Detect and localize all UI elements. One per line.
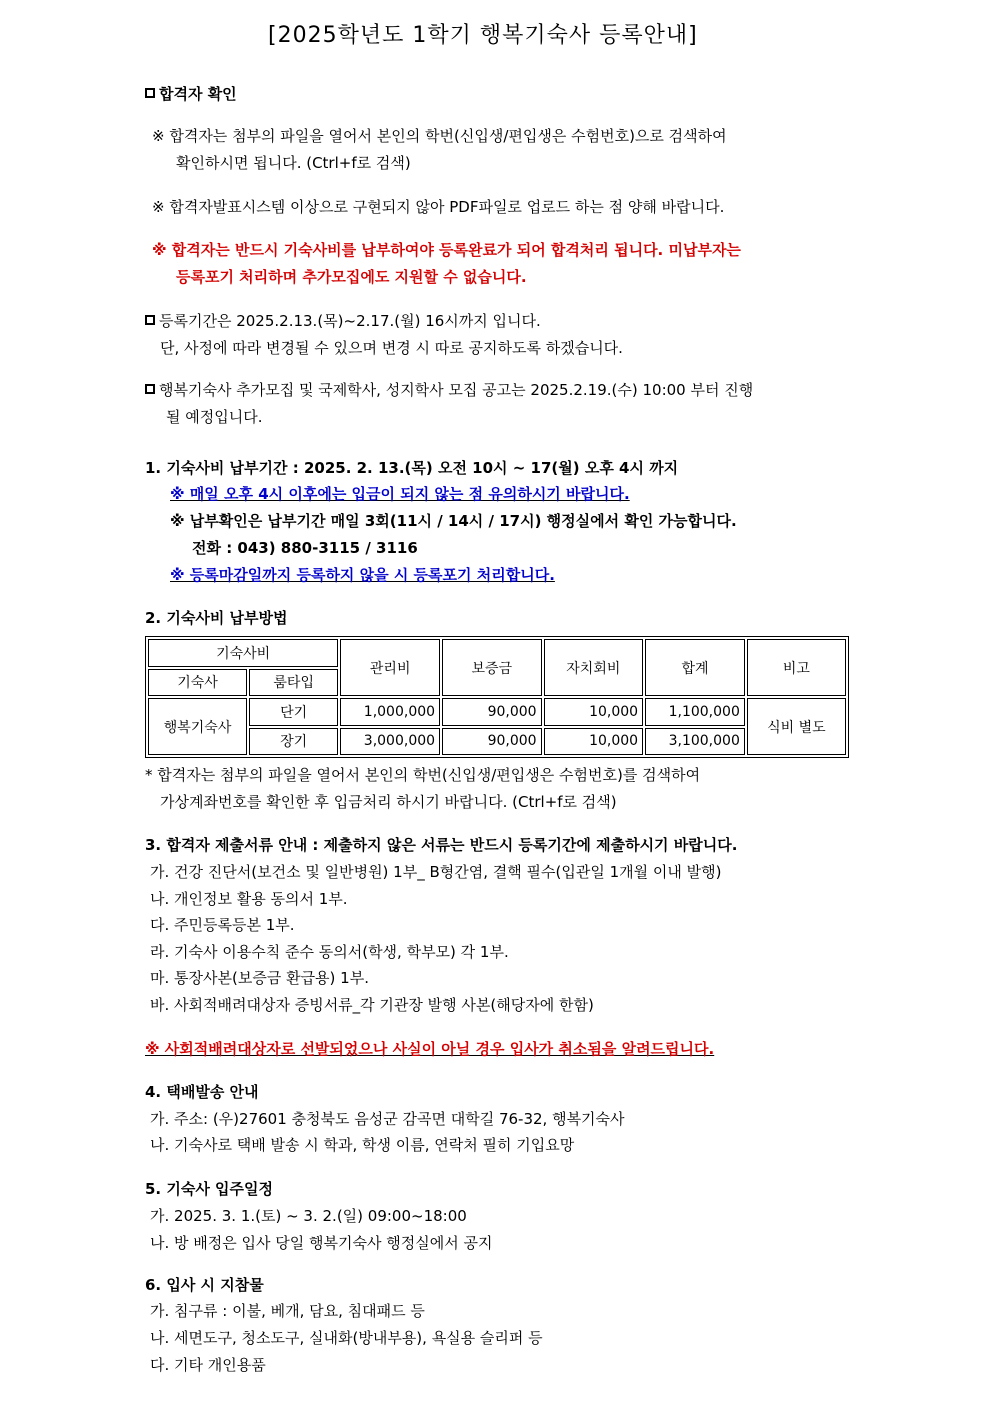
list-item: 다. 기타 개인용품 xyxy=(150,1356,266,1374)
table-header-deposit: 보증금 xyxy=(442,639,542,696)
extra-recruit-line-1: 행복기숙사 추가모집 및 국제학사, 성지학사 모집 공고는 2025.2.19.(수) 10:00 부터 진행 xyxy=(145,380,753,400)
list-item: 라. 기숙사 이용수칙 준수 동의서(학생, 학부모) 각 1부. xyxy=(150,943,509,961)
table-header-mgmt: 관리비 xyxy=(340,639,440,696)
table-cell-total: 1,100,000 xyxy=(645,698,745,726)
list-item: 가. 건강 진단서(보건소 및 일반병원) 1부_ B형간염, 결핵 필수(입관일 1개월 이내 발행) xyxy=(150,863,722,881)
list-item: 다. 주민등록등본 1부. xyxy=(150,916,295,934)
confirm-note-2: ※ 합격자발표시스템 이상으로 구현되지 않아 PDF파일로 업로드 하는 점 양해 바랍니다. xyxy=(152,198,725,216)
table-header-dorm: 기숙사 xyxy=(148,669,247,697)
table-cell-mgmt: 3,000,000 xyxy=(340,728,440,756)
confirm-warning: ※ 합격자는 반드시 기숙사비를 납부하여야 등록완료가 되어 합격처리 됩니다. 미납부자는 xyxy=(152,241,741,259)
table-header-fee: 기숙사비 xyxy=(148,639,338,667)
list-item: 가. 침구류 : 이불, 베개, 담요, 침대패드 등 xyxy=(150,1302,425,1320)
table-header-council: 자치회비 xyxy=(544,639,644,696)
period-line-1: 등록기간은 2025.2.13.(목)~2.17.(월) 16시까지 입니다. xyxy=(145,311,541,331)
section-1-heading: 1. 기숙사비 납부기간 : 2025. 2. 13.(목) 오전 10시 ~ 17(월) 오후 4시 까지 xyxy=(145,459,679,477)
section-5-heading: 5. 기숙사 입주일정 xyxy=(145,1180,274,1198)
checkbox-square-icon xyxy=(145,384,155,394)
table-cell-total: 3,100,000 xyxy=(645,728,745,756)
list-item: 가. 주소: (우)27601 충청북도 음성군 감곡면 대학길 76-32, 행복기숙사 xyxy=(150,1110,625,1128)
table-cell-note: 식비 별도 xyxy=(747,698,846,755)
section-1-note-1: ※ 매일 오후 4시 이후에는 입금이 되지 않는 점 유의하시기 바랍니다. xyxy=(170,485,630,503)
section-1-phone: 전화 : 043) 880-3115 / 3116 xyxy=(192,539,418,557)
section-6-heading: 6. 입사 시 지참물 xyxy=(145,1276,264,1294)
table-header-room: 룸타입 xyxy=(249,669,338,697)
period-line-2: 단, 사정에 따라 변경될 수 있으며 변경 시 따로 공지하도록 하겠습니다. xyxy=(160,339,623,357)
table-row xyxy=(148,698,846,726)
section-2-footnote-1: * 합격자는 첨부의 파일을 열어서 본인의 학번(신입생/편입생은 수험번호)를 검색하여 xyxy=(145,766,701,784)
list-item: 나. 개인정보 활용 동의서 1부. xyxy=(150,890,348,908)
list-item: 나. 방 배정은 입사 당일 행복기숙사 행정실에서 공지 xyxy=(150,1234,493,1252)
section-1-note-2: ※ 납부확인은 납부기간 매일 3회(11시 / 14시 / 17시) 행정실에서 확인 가능합니다. xyxy=(170,512,737,530)
table-cell-council: 10,000 xyxy=(544,728,644,756)
section-2-heading: 2. 기숙사비 납부방법 xyxy=(145,609,288,627)
list-item: 가. 2025. 3. 1.(토) ~ 3. 2.(일) 09:00~18:00 xyxy=(150,1207,467,1225)
confirm-note-1-cont: 확인하시면 됩니다. (Ctrl+f로 검색) xyxy=(176,154,411,172)
section-3-heading: 3. 합격자 제출서류 안내 : 제출하지 않은 서류는 반드시 등록기간에 제출하시기 바랍니다. xyxy=(145,836,738,854)
list-item: 마. 통장사본(보증금 환급용) 1부. xyxy=(150,969,369,987)
table-cell-council: 10,000 xyxy=(544,698,644,726)
confirm-note-1: ※ 합격자는 첨부의 파일을 열어서 본인의 학번(신입생/편입생은 수험번호)으로 검색하여 xyxy=(152,127,727,145)
list-item: 나. 기숙사로 택배 발송 시 학과, 학생 이름, 연락처 필히 기입요망 xyxy=(150,1136,575,1154)
page-title: [2025학년도 1학기 행복기숙사 등록안내] xyxy=(268,23,698,48)
list-item: 나. 세면도구, 청소도구, 실내화(방내부용), 욕실용 슬리퍼 등 xyxy=(150,1329,543,1347)
table-cell-mgmt: 1,000,000 xyxy=(340,698,440,726)
table-header-total: 합계 xyxy=(645,639,745,696)
section-1-note-3: ※ 등록마감일까지 등록하지 않을 시 등록포기 처리합니다. xyxy=(170,566,555,584)
confirm-warning-cont: 등록포기 처리하며 추가모집에도 지원할 수 없습니다. xyxy=(176,268,527,286)
list-item: 바. 사회적배려대상자 증빙서류_각 기관장 발행 사본(해당자에 한함) xyxy=(150,996,594,1014)
section-confirm-heading: 합격자 확인 xyxy=(145,84,237,104)
table-header-note: 비고 xyxy=(747,639,846,696)
table-cell-dorm: 행복기숙사 xyxy=(148,698,247,755)
table-row xyxy=(148,728,846,756)
checkbox-square-icon xyxy=(145,88,155,98)
table-cell-deposit: 90,000 xyxy=(442,728,542,756)
table-cell-type: 장기 xyxy=(249,728,338,756)
checkbox-square-icon xyxy=(145,315,155,325)
section-4-heading: 4. 택배발송 안내 xyxy=(145,1083,259,1101)
fee-table xyxy=(145,636,849,758)
extra-recruit-line-2: 될 예정입니다. xyxy=(166,408,263,426)
table-cell-deposit: 90,000 xyxy=(442,698,542,726)
section-3-warning: ※ 사회적배려대상자로 선발되었으나 사실이 아닐 경우 입사가 취소됨을 알려드립니다. xyxy=(145,1040,715,1058)
table-cell-type: 단기 xyxy=(249,698,338,726)
section-2-footnote-2: 가상계좌번호를 확인한 후 입금처리 하시기 바랍니다. (Ctrl+f로 검색) xyxy=(160,793,617,811)
